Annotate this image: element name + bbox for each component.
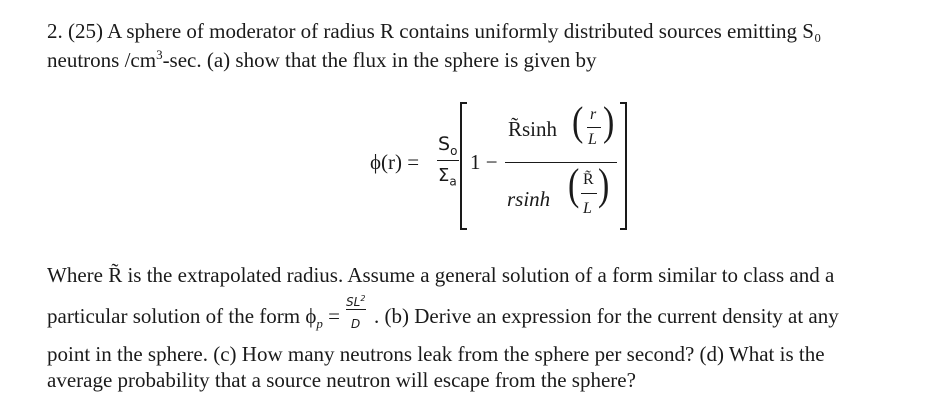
phi-subscript: p	[316, 316, 323, 332]
right-bracket-bottom	[620, 228, 627, 230]
right-bracket	[625, 102, 627, 230]
numerator-left-paren: (	[572, 100, 584, 145]
left-bracket-bottom	[460, 228, 467, 230]
line4-text-b: . (b) Derive an expression for the current density at any	[374, 304, 839, 328]
problem-line-6: average probability that a source neutron will escape from the sphere?	[47, 368, 636, 392]
denominator-left-paren: (	[568, 161, 580, 210]
denominator-arg-line	[581, 193, 597, 194]
coefficient-numerator: $S_o$	[438, 133, 458, 158]
problem-line-1: 2. (25) A sphere of moderator of radius R contains uniformly distributed sources emitting S₀	[47, 19, 822, 43]
denominator-sinh: rsinh	[507, 187, 551, 211]
one-minus: 1 −	[470, 150, 498, 174]
coefficient-denominator: $\Sigma_a$	[438, 165, 457, 189]
denominator-arg-bottom: L	[583, 200, 592, 217]
line2-text-b: -sec. (a) show that the flux in the sphere is given by	[162, 48, 597, 72]
numerator-arg-bottom: L	[588, 131, 597, 148]
inline-fraction-numerator: $SL^2$	[346, 294, 366, 309]
inline-fraction	[344, 294, 370, 331]
numerator-arg-top: r	[590, 106, 597, 123]
denominator-arg-top: R̃	[583, 171, 594, 188]
coefficient-fraction-line	[437, 160, 459, 161]
line4-equals: =	[322, 304, 340, 328]
line4-text-a: particular solution of the form ϕ	[47, 304, 317, 328]
denominator-right-paren: )	[598, 161, 610, 210]
problem-line-5: point in the sphere. (c) How many neutrons leak from the sphere per second? (d) What is the	[47, 342, 825, 366]
right-bracket-top	[620, 102, 627, 104]
left-bracket	[460, 102, 462, 230]
numerator-right-paren: )	[603, 100, 615, 145]
cubic-exponent: 3	[156, 47, 163, 62]
problem-line-3: Where R̃ is the extrapolated radius. Assume a general solution of a form similar to class and a	[47, 263, 835, 287]
equation-lhs: ϕ(r) =	[370, 150, 420, 174]
line2-text-a: neutrons /cm	[47, 48, 157, 72]
problem-line-4	[47, 294, 839, 337]
inline-fraction-denominator: D	[351, 317, 361, 331]
left-bracket-top	[460, 102, 467, 104]
inline-fraction-line	[346, 309, 366, 310]
numerator-sinh: R̃sinh	[508, 117, 558, 141]
